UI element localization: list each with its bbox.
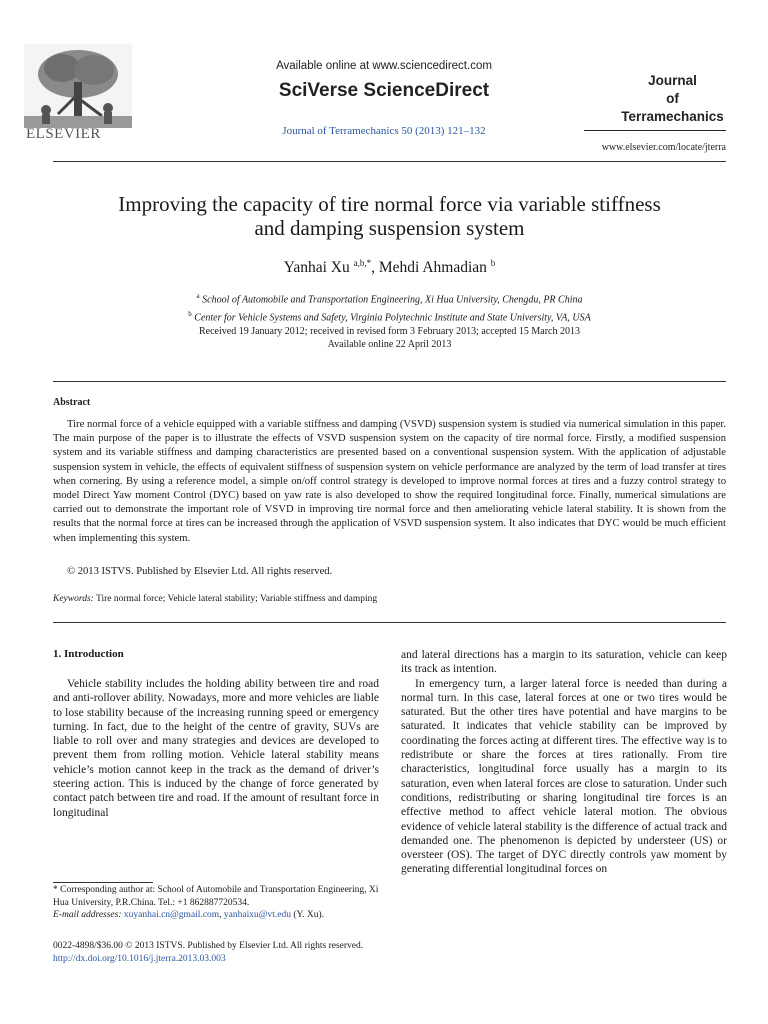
author-affil-marker[interactable]: b bbox=[490, 258, 496, 268]
abstract-heading: Abstract bbox=[53, 397, 91, 408]
paragraph: Vehicle stability includes the holding ability between tire and road and anti-rollover ability. Nowadays, more and more vehicles are liable to lose stability because of the increasing running speed or emergency turning. In fact, due to the height of the centre of gravity, SUVs are liable to roll over and many strategies and devices are developed to prevent them from rolling motion. Vehicle lateral stability means vehicle’s motion cannot keep in the track as the demand of driver’s steering action. This is induced by the change of force generated by contact patch between tire and road. If the amount of resultant force in longitudinal bbox=[53, 678, 379, 819]
journal-name bbox=[617, 72, 728, 126]
affiliation-marker: a bbox=[196, 292, 200, 300]
journal-name-line: of bbox=[666, 91, 679, 106]
email-link[interactable]: yanhaixu@vt.edu bbox=[223, 910, 291, 920]
abstract-copyright: © 2013 ISTVS. Published by Elsevier Ltd. All rights reserved. bbox=[67, 566, 333, 577]
left-column bbox=[53, 677, 379, 820]
email-link[interactable]: xuyanhai.cn@gmail.com bbox=[123, 910, 220, 920]
affiliation-text: School of Automobile and Transportation Engineering, Xi Hua University, Chengdu, PR China bbox=[202, 294, 583, 306]
paragraph: In emergency turn, a larger lateral force is needed than during a normal turn. In this case, lateral forces at one or two tires would be saturated. But the other tires have potential and have margins to be saturated. It indicates that vehicle stability can be improved by coordinating the forces acting at different tires. The effective way is to redistribute or share the forces at tires rationally. From tire characteristics, longitudinal force usually has a margin to its saturation, even when lateral forces are close to saturation. Under such conditions, redistributing or sharing longitudinal tire forces is an effective method to affect vehicle lateral motion. The obvious evidence of vehicle lateral stability is the difference of actual track and demanded one. The phenomenon is depicted by understeer (US) or oversteer (OS). The target of DYC directly controls yaw moment by generating differential longitudinal forces on bbox=[401, 677, 727, 876]
doi-link[interactable]: http://dx.doi.org/10.1016/j.jterra.2013.03.003 bbox=[53, 953, 226, 964]
keywords-list: Tire normal force; Vehicle lateral stability; Variable stiffness and damping bbox=[96, 594, 378, 604]
journal-name-line: Journal bbox=[648, 73, 697, 88]
paragraph: and lateral directions has a margin to its saturation, vehicle can keep its track as intention. bbox=[401, 649, 727, 676]
citation-link[interactable]: Journal of Terramechanics 50 (2013) 121–132 bbox=[282, 125, 486, 137]
email-line bbox=[53, 909, 379, 922]
email-label: E-mail addresses: bbox=[53, 910, 122, 920]
keywords-label: Keywords: bbox=[53, 594, 94, 604]
author-name: Yanhai Xu bbox=[283, 259, 350, 277]
available-online-text: Available online at www.sciencedirect.com bbox=[276, 60, 492, 72]
publisher-wordmark: ELSEVIER bbox=[26, 126, 101, 142]
page-footer bbox=[53, 940, 553, 965]
platform-wordmark: SciVerse ScienceDirect bbox=[278, 80, 490, 101]
affiliation bbox=[53, 289, 726, 307]
author-separator: , bbox=[371, 259, 379, 277]
affiliations bbox=[53, 289, 726, 326]
email-suffix: (Y. Xu). bbox=[290, 910, 325, 920]
keywords bbox=[53, 594, 377, 604]
journal-divider bbox=[584, 130, 726, 131]
title-line: Improving the capacity of tire normal force via variable stiffness bbox=[118, 192, 661, 216]
affiliation-text: Center for Vehicle Systems and Safety, Virginia Polytechnic Institute and State University, VA, USA bbox=[194, 312, 591, 324]
author-name: Mehdi Ahmadian bbox=[378, 259, 487, 277]
issn-line: 0022-4898/$36.00 © 2013 ISTVS. Published by Elsevier Ltd. All rights reserved. bbox=[53, 941, 364, 951]
header-rule bbox=[53, 161, 726, 162]
article-dates bbox=[53, 325, 726, 351]
right-column bbox=[401, 648, 727, 877]
affiliation bbox=[53, 307, 726, 325]
received-dates: Received 19 January 2012; received in revised form 3 February 2013; accepted 15 March 2013 bbox=[199, 326, 580, 337]
author-list bbox=[53, 258, 726, 277]
abstract-body: Tire normal force of a vehicle equipped with a variable stiffness and damping (VSVD) suspension system is studied via numerical simulation in this paper. The main purpose of the paper is to illustrate the effects of VSVD suspension system on the capacity of tire normal force. Firstly, a modified suspension system and its variable stiffness and damping characteristics are presented based on a conventional suspension system. With the application of adjustable suspension system in vehicle, the effects of equivalent stiffness of suspension system on vehicle performance are analyzed by the term of load transfer at tires when cornering. By using a reference model, a simple on/off control strategy is developed to improve normal forces at tires and a fuzzy control strategy to model Direct Yaw moment Control (DYC) based on yaw rate is also developed to show the required longitudinal force. Finally, numerical simulations are carried out to demonstrate the important role of VSVD in improving tire normal force and then ameliorating vehicle lateral stability. It is shown from the results that the normal force at tires can be increased through the application of VSVD suspension system. It also indicates that DYC would be much efficient when implementing this system. bbox=[53, 419, 726, 544]
author-affil-marker[interactable]: a,b,* bbox=[353, 258, 372, 268]
footnote-rule bbox=[53, 882, 153, 883]
affiliation-marker: b bbox=[188, 310, 192, 319]
section-heading: 1. Introduction bbox=[53, 648, 124, 660]
email-separator: , bbox=[219, 910, 224, 920]
article-title bbox=[53, 192, 726, 240]
corresponding-author-note: * Corresponding author at: School of Automobile and Transportation Engineering, Xi Hua University, P.R.China. Tel.: +1 862887720534. bbox=[53, 885, 379, 908]
abstract-bottom-rule bbox=[53, 622, 726, 623]
footnote bbox=[53, 884, 379, 922]
available-date: Available online 22 April 2013 bbox=[327, 339, 452, 350]
abstract-top-rule bbox=[53, 381, 726, 382]
title-line: and damping suspension system bbox=[254, 216, 525, 240]
journal-url-link[interactable]: www.elsevier.com/locate/jterra bbox=[601, 142, 726, 153]
journal-name-line: Terramechanics bbox=[621, 109, 724, 124]
